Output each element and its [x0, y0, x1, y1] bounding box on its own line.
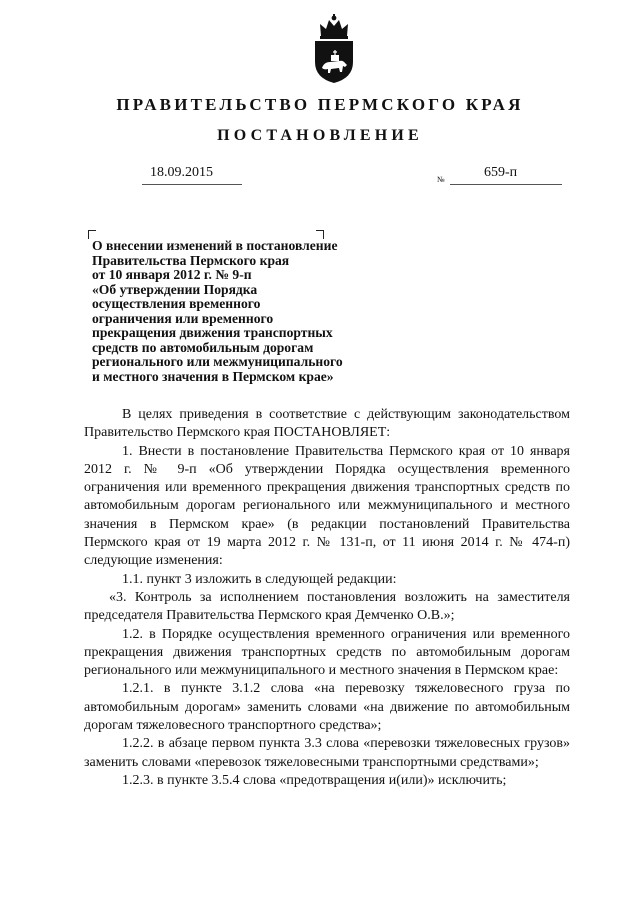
- subject-line: прекращения движения транспортных: [92, 325, 333, 340]
- body-paragraph: 1.2.2. в абзаце первом пункта 3.3 слова «перевозки тяжеловесных грузов» заменить словами «перевозок тяжеловесными транспортными средствами»;: [84, 736, 570, 770]
- subject-line: Правительства Пермского края: [92, 252, 290, 268]
- document-date: 18.09.2015: [150, 165, 213, 180]
- subject-line: О внесении изменений в постановление: [92, 238, 338, 253]
- document-subject: [92, 239, 392, 384]
- body-paragraph: 1.1. пункт 3 изложить в следующей редакции:: [122, 571, 397, 587]
- number-sign: №: [437, 175, 445, 184]
- document-number: 659-п: [484, 165, 518, 180]
- number-underline: [450, 184, 562, 185]
- date-underline: [142, 184, 242, 185]
- body-paragraph: 1.2.3. в пункте 3.5.4 слова «предотвращения и(или)» исключить;: [122, 772, 507, 788]
- body-paragraph: 1.2. в Порядке осуществления временного ограничения или временного прекращения движения транспортных средств по автомобильным дорогам регионального или межмуниципального и местного значения в Пермском крае:: [84, 626, 570, 679]
- document-type: ПОСТАНОВЛЕНИЕ: [217, 127, 423, 144]
- document-body: [84, 406, 570, 790]
- subject-line: регионального или межмуниципального: [92, 354, 343, 369]
- subject-line: осуществления временного: [92, 296, 261, 311]
- body-paragraph: 1. Внести в постановление Правительства Пермского края от 10 января 2012 г. № 9-п «Об утверждении Порядка осуществления временного ограничения или временного прекращения движения транспортных средств по автомобильным дорогам регионального или межмуниципального и местного значения в Пермском крае» (в редакции постановлений Правительства Пермского края от 19 марта 2012 г. № 131-п, от 11 июня 2014 г. № 474-п) следующие изменения:: [84, 443, 570, 569]
- subject-line: и местного значения в Пермском крае»: [92, 368, 334, 384]
- subject-line: от 10 января 2012 г. № 9-п: [92, 267, 252, 282]
- subject-line: средств по автомобильным дорогам: [92, 339, 314, 355]
- coat-of-arms-icon: [312, 14, 356, 84]
- body-paragraph: «3. Контроль за исполнением постановления возложить на заместителя председателя Правительства Пермского края Демченко О.В.»;: [84, 589, 570, 624]
- government-title: ПРАВИТЕЛЬСТВО ПЕРМСКОГО КРАЯ: [116, 95, 524, 114]
- body-paragraph: В целях приведения в соответствие с действующим законодательством Правительство Пермского края ПОСТАНОВЛЯЕТ:: [84, 407, 570, 441]
- subject-line: «Об утверждении Порядка: [92, 281, 258, 297]
- body-paragraph: 1.2.1. в пункте 3.1.2 слова «на перевозку тяжеловесного груза по автомобильным дорогам» заменить словами «на движение по автомобильным дорогам тяжеловесного транспортного средства»;: [84, 681, 570, 734]
- subject-line: ограничения или временного: [92, 310, 274, 326]
